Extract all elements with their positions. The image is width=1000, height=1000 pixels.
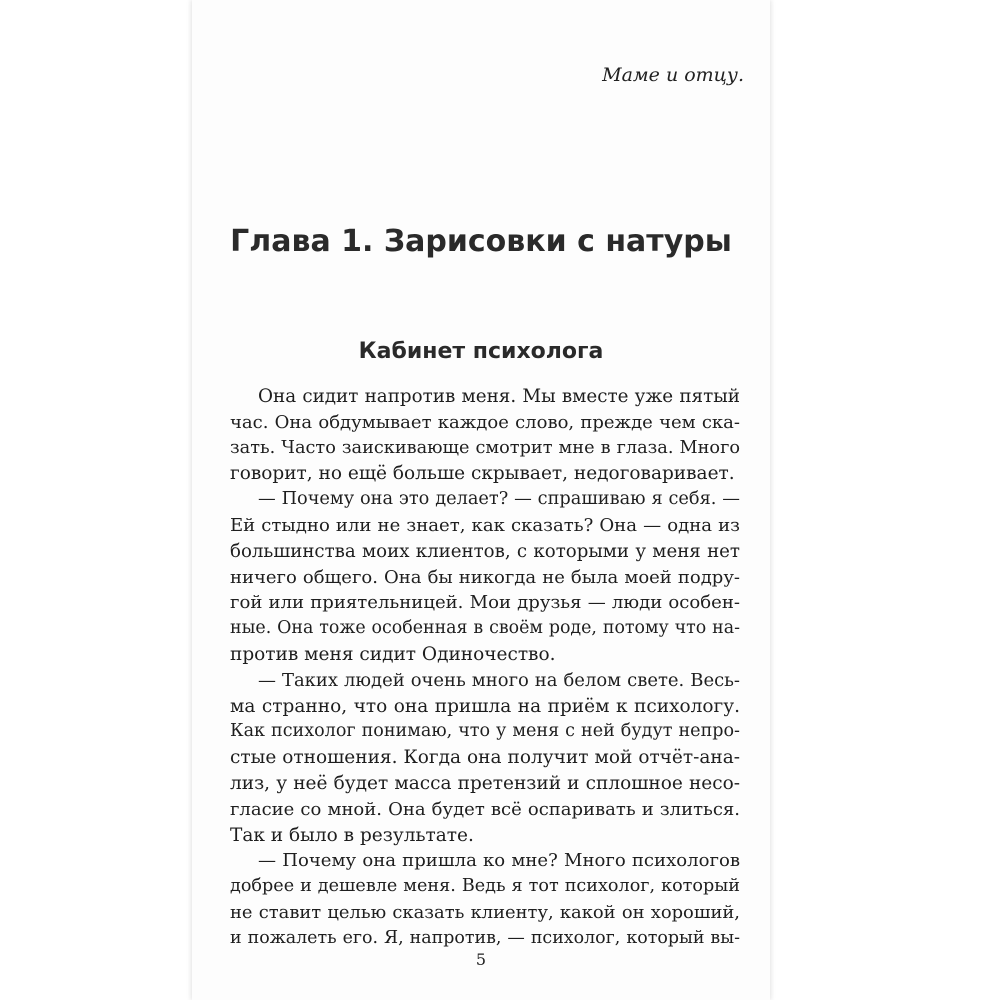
- text-line: Ей стыдно или не знает, как сказать? Она — одна из: [230, 514, 740, 536]
- text-line: стые отношения. Когда она получит мой отчёт-ана-: [230, 747, 740, 769]
- text-line: — Почему она это делает? — спрашиваю я себя. —: [258, 489, 740, 510]
- text-line: ничего общего. Она бы никогда не была моей подру-: [230, 566, 740, 588]
- text-line: Так и было в результате.: [230, 824, 474, 846]
- text-line: зать. Часто заискивающе смотрит мне в глаза. Много: [230, 437, 740, 458]
- text-line: лиз, у неё будет масса претензий и сплошное несо-: [230, 772, 740, 794]
- text-line: гой или приятельницей. Мои друзья — люди особен-: [230, 592, 740, 614]
- text-line: говорит, но ещё больше скрывает, недоговаривает.: [230, 463, 735, 485]
- chapter-title: Глава 1. Зарисовки с натуры: [230, 224, 732, 259]
- text-line: гласие со мной. Она будет всё оспаривать и злиться.: [230, 798, 740, 820]
- text-line: Она сидит напротив меня. Мы вместе уже пятый: [258, 386, 740, 407]
- text-line: — Таких людей очень много на белом свете. Весь-: [258, 669, 740, 691]
- text-line: час. Она обдумывает каждое слово, прежде чем ска-: [230, 411, 740, 433]
- text-line: добрее и дешевле меня. Ведь я тот психолог, который: [230, 876, 740, 897]
- text-line: против меня сидит Одиночество.: [230, 643, 556, 665]
- text-line: не ставит целью сказать клиенту, какой он хороший,: [230, 901, 740, 923]
- text-line: и пожалеть его. Я, напротив, — психолог, который вы-: [230, 927, 740, 948]
- page-number: 5: [475, 950, 487, 969]
- text-line: Как психолог понимаю, что у меня с ней будут непро-: [230, 721, 740, 742]
- text-line: ные. Она тоже особенная в своём роде, потому что на-: [230, 618, 740, 639]
- text-line: — Почему она пришла ко мне? Много психологов: [258, 850, 740, 872]
- body-text: [230, 384, 740, 952]
- section-title: Кабинет психолога: [358, 339, 604, 364]
- text-line: большинства моих клиентов, с которыми у меня нет: [230, 540, 740, 562]
- text-line: ма странно, что она пришла на приём к психологу.: [230, 695, 740, 717]
- dedication: Маме и отцу.: [602, 64, 744, 86]
- book-page: [192, 0, 770, 1000]
